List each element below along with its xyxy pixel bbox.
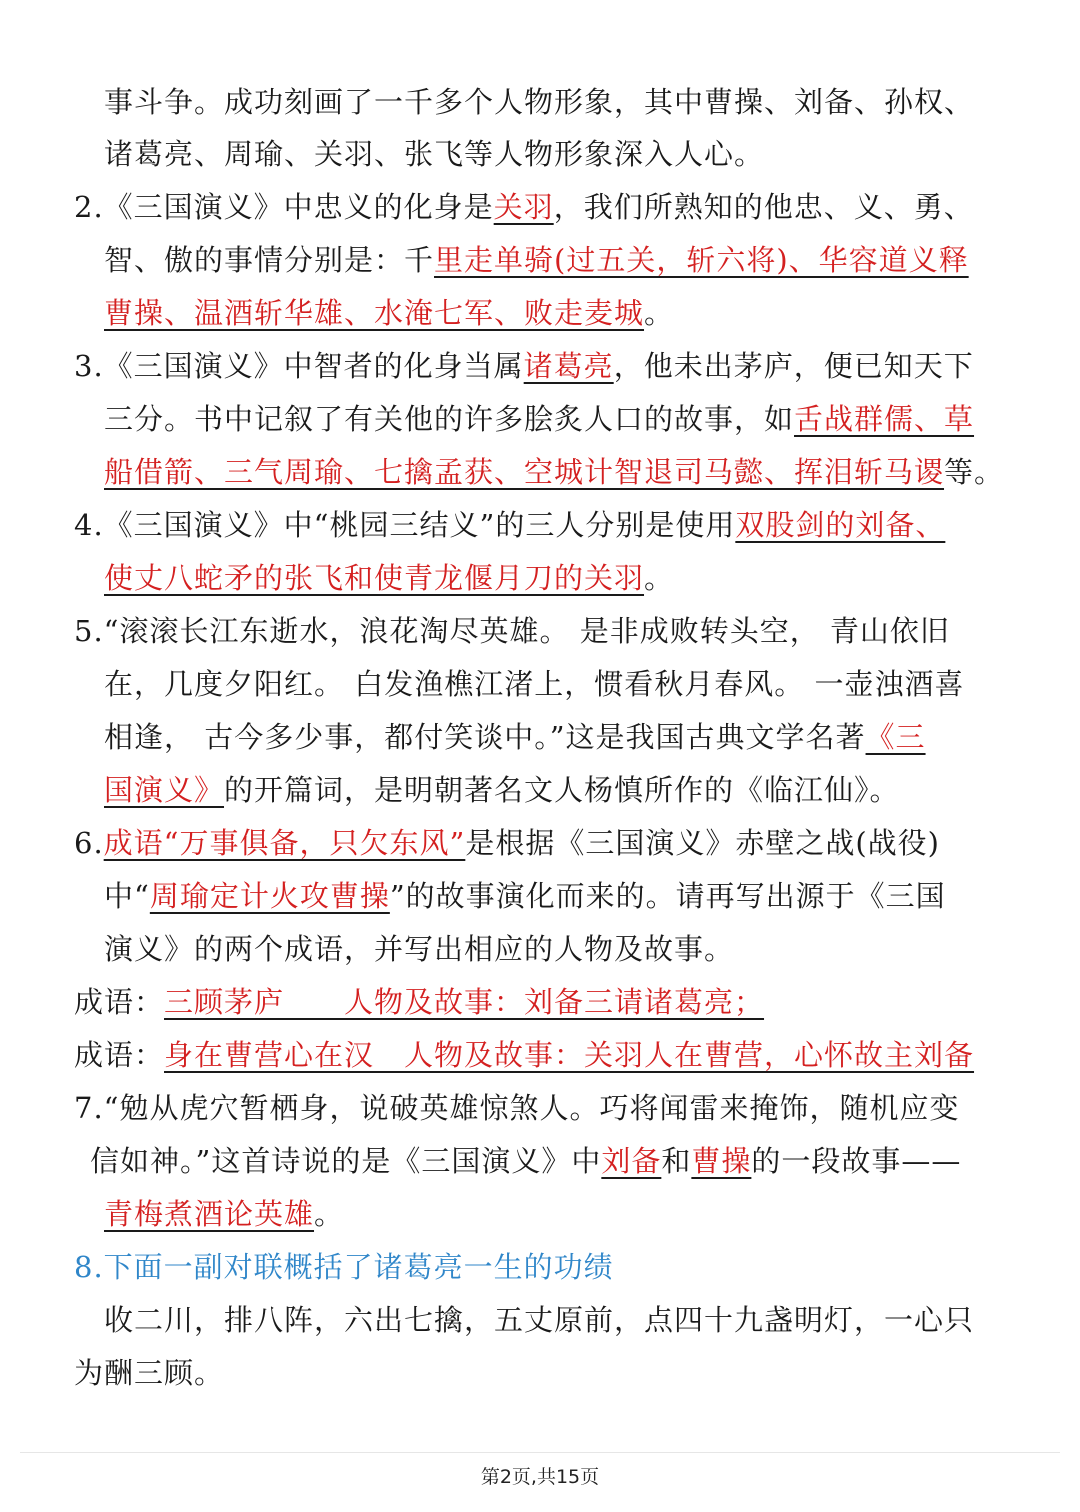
question-2 <box>74 187 974 227</box>
idiom-answer-1 <box>74 982 764 1022</box>
idiom-answer-2 <box>74 1035 974 1075</box>
body-text: 在，几度夕阳红。 白发渔樵江渚上，惯看秋月春风。 一壶浊酒喜 <box>104 667 965 701</box>
text-line <box>104 664 964 704</box>
body-text: 演义》的两个成语，并写出相应的人物及故事。 <box>104 932 735 966</box>
body-text: 成语： <box>74 1038 165 1072</box>
answer-text: 身在曹营心在汉 人物及故事：关羽人在曹营，心怀故主刘备 <box>164 1038 975 1072</box>
text-line <box>104 558 674 598</box>
body-text: 2.《三国演义》中忠义的化身是 <box>74 190 494 224</box>
body-text: 信如神。”这首诗说的是《三国演义》中 <box>90 1144 602 1178</box>
text-line <box>74 1353 224 1393</box>
body-text: 中“ <box>104 879 150 913</box>
body-text: 三分。书中记叙了有关他的许多脍炙人口的故事，如 <box>104 402 795 436</box>
body-text: 智、傲的事情分别是：千 <box>104 243 435 277</box>
answer-text: 里走单骑(过五关，斩六将)、华容道义释 <box>434 243 969 277</box>
text-line <box>104 293 674 333</box>
body-text: ，我们所熟知的他忠、义、勇、 <box>553 190 974 224</box>
body-text: 。 <box>314 1197 345 1231</box>
answer-text: 舌战群儒、草 <box>794 402 975 436</box>
text-line <box>104 770 900 810</box>
answer-text: 《三 <box>865 720 926 754</box>
body-text: ”的故事演化而来的。请再写出源于《三国 <box>389 879 946 913</box>
body-text: 的一段故事—— <box>751 1144 962 1178</box>
question-3 <box>74 346 974 386</box>
answer-text: 刘备 <box>601 1144 662 1178</box>
page-number: 第2页,共15页 <box>480 1466 600 1488</box>
body-text: 7.“勉从虎穴暂栖身，说破英雄惊煞人。巧将闻雷来掩饰，随机应变 <box>74 1091 960 1125</box>
body-text: 为酬三顾。 <box>74 1356 225 1390</box>
answer-text: 三顾茅庐 人物及故事：刘备三请诸葛亮； <box>164 985 765 1019</box>
body-text: 成语： <box>74 985 165 1019</box>
body-text: 诸葛亮、周瑜、关羽、张飞等人物形象深入人心。 <box>104 137 765 171</box>
body-text: 6. <box>74 826 104 860</box>
text-line <box>104 134 764 174</box>
body-text: 3.《三国演义》中智者的化身当属 <box>74 349 524 383</box>
body-text: 是根据《三国演义》赤壁之战(战役) <box>465 826 940 860</box>
heading-text: 8.下面一副对联概括了诸葛亮一生的功绩 <box>74 1250 614 1284</box>
text-line <box>104 1194 344 1234</box>
body-text: ，他未出茅庐，便已知天下 <box>613 349 974 383</box>
body-text: 等。 <box>944 455 1005 489</box>
text-line <box>104 717 926 757</box>
text-line <box>104 1300 974 1340</box>
text-line <box>104 876 946 916</box>
question-8-heading <box>74 1247 614 1287</box>
answer-text: 曹操 <box>691 1144 752 1178</box>
answer-text: 周瑜定计火攻曹操 <box>149 879 390 913</box>
body-text: 的开篇词，是明朝著名文人杨慎所作的《临江仙》。 <box>224 773 900 807</box>
body-text: 。 <box>644 296 675 330</box>
body-text: 事斗争。成功刻画了一千多个人物形象，其中曹操、刘备、孙权、 <box>104 85 975 119</box>
answer-text: 船借箭、三气周瑜、七擒孟获、空城计智退司马懿、挥泪斩马谡 <box>104 455 945 489</box>
text-line <box>104 82 974 122</box>
body-text: 相逢， 古今多少事，都付笑谈中。”这是我国古典文学名著 <box>104 720 866 754</box>
text-line <box>104 452 1004 492</box>
text-line <box>90 1141 961 1181</box>
answer-text: 成语“万事俱备，只欠东风” <box>103 826 466 860</box>
question-4 <box>74 505 945 545</box>
body-text: 4.《三国演义》中“桃园三结义”的三人分别是使用 <box>74 508 736 542</box>
answer-text: 青梅煮酒论英雄 <box>104 1197 315 1231</box>
answer-text: 曹操、温酒斩华雄、水淹七军、败走麦城 <box>104 296 645 330</box>
answer-text: 使丈八蛇矛的张飞和使青龙偃月刀的关羽 <box>104 561 645 595</box>
text-line <box>104 399 974 439</box>
question-5 <box>74 611 950 651</box>
text-line <box>104 929 734 969</box>
answer-text: 国演义》 <box>104 773 225 807</box>
body-text: 。 <box>644 561 675 595</box>
body-text: 5.“滚滚长江东逝水，浪花淘尽英雄。 是非成败转头空， 青山依旧 <box>74 614 950 648</box>
body-text: 收二川，排八阵，六出七擒，五丈原前，点四十九盏明灯，一心只 <box>104 1303 975 1337</box>
text-line <box>104 240 969 280</box>
answer-text: 双股剑的刘备、 <box>735 508 946 542</box>
answer-text: 关羽 <box>493 190 554 224</box>
footer-divider <box>20 1452 1060 1453</box>
question-7 <box>74 1088 960 1128</box>
body-text: 和 <box>661 1144 692 1178</box>
answer-text: 诸葛亮 <box>523 349 614 383</box>
question-6 <box>74 823 940 863</box>
